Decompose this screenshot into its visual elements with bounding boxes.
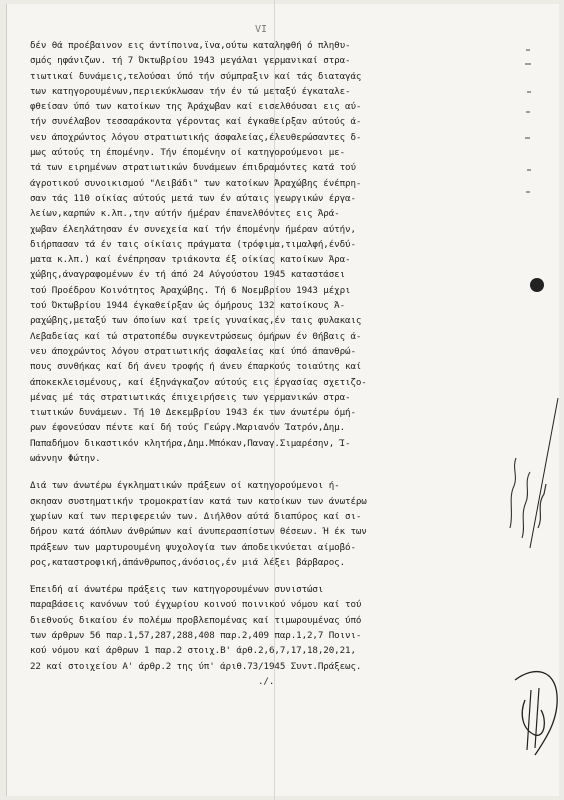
text-line: χώβης,άναγραφομένων έν τή άπό 24 Αύγούστου 1945 καταστάσει [30,269,346,281]
text-line: τήν συνέλαβον τεσσαράκοντα γέροντας καί έγκαθείρξαν αύτούς ά- [30,116,362,128]
text-line: σαν τάς 110 οίκίας αύτούς μετά των έν αύταις γεωργικών έργα- [30,192,356,204]
continuation-mark: ./. [258,675,275,687]
text-line: τού Προέδρου Κοινότητος Άραχώβης. Τή 6 Νοεμβρίου 1943 μέχρι [30,284,351,296]
text-line: παραβάσεις κανόνων τού έγχωρίου κοινού ποινικού νόμου καί τού [30,599,362,611]
text-line: φθείσαν ύπό των κατοίκων της Άράχωβαν καί εισελθόυσαι εις αύ- [30,101,362,113]
text-line: σκησαν συστηματικήν τρομοκρατίαν κατά των κατοίκων των άνωτέρω [30,495,367,507]
text-line: ματα κ.λπ.) καί ένέπρησαν τριάκοντα έξ οίκίας κατοίκων Άρα- [30,254,351,266]
text-line: τιωτικαί δυνάμεις,τελούσαι ύπό τήν σύμπραξιν καί τάς διαταγάς [30,70,362,82]
text-line: ρος,καταστροφική,άπάνθρωπος,άνόσιος,έν μιά λέξει βάρβαρος. [30,556,346,568]
handwritten-signature [505,660,560,770]
text-line: τού Όκτωβρίου 1944 έγκαθείρξαν ώς όμήρους 132 κατοίκους Ά- [30,300,346,312]
page-folio: VI [255,24,268,35]
text-line: διήρπασαν τά έν ταις οίκίαις πράγματα (τρόφιμα,τιμαλφή,ένδύ- [30,238,356,250]
text-line: Έπειδή αί άνωτέρω πράξεις των κατηγορουμένων συνιστώσι [30,584,324,596]
punch-hole [530,278,544,292]
text-line: λείων,καρπών κ.λπ.,την αύτήν ήμέραν έπανελθόντες εις Άρά- [30,208,340,220]
text-line: άποκεκλεισμένους, καί έξηνάγκαζον αύτούς εις έργασίας σχετιζο- [30,376,367,388]
document-body [30,38,500,689]
text-line: πράξεων των μαρτυρουμένη ψυχολογία των άποδεικνύεται αίμοβό- [30,541,356,553]
text-line: νευ άποχρώντος λόγου στρατιωτικής άσφαλείας καί ύπό άπανθρώ- [30,345,356,357]
text-line: μένας μέ τάς στρατιωτικάς έπιχειρήσεις των γερμανικών στρα- [30,391,351,403]
text-line: νευ άποχρώντος λόγου στρατιωτικής άσφαλείας,έλευθερώσαντες δ- [30,131,362,143]
text-line: ραχώβης,μεταξύ των όποίων καί τρείς γυναίκας,έν ταις φυλακαις [30,315,362,327]
text-line: 22 καί στοιχείου Α' άρθρ.2 της ύπ' άριθ.73/1945 Συντ.Πράξεως. [30,660,362,672]
text-line: Διά των άνωτέρω έγκληματικών πράξεων οί κατηγορούμενοι ή- [30,480,340,492]
paragraph-2 [30,478,500,570]
paragraph-3 [30,582,500,674]
text-line: των κατηγορουμένων,περιεκύκλωσαν τήν έν τώ μεταξύ έγκαταλε- [30,85,351,97]
text-line: τιωτικών δυνάμεων. Τή 10 Δεκεμβρίου 1943 έκ των άνωτέρω όμή- [30,407,356,419]
text-line: ωάννην Φώτην. [30,453,101,465]
text-line: χωρίων καί των περιφερειών των. Διήλθον αύτά διαπύρος καί σι- [30,510,362,522]
text-line: δήρου κατά άόπλων άνθρώπων καί άνυπερασπίστων θέσεων. Ή έκ των [30,526,367,538]
handwritten-marginal-note [500,398,560,558]
text-line: των άρθρων 56 παρ.1,57,287,288,408 παρ.2,409 παρ.1,2,7 Ποινι- [30,629,362,641]
paragraph-1 [30,38,500,466]
text-line: Παπαδήμον δικαστικόν κλητήρα,Δημ.Μπόκαν,Παναγ.Σιμαρέσην, Ί- [30,437,351,449]
text-line: μως αύτούς τη έπομένην. Τήν έπομένην οί κατηγορούμενοι με- [30,147,346,159]
text-line: Λεβαδείας καί τώ στρατοπέδω συγκεντρώσεως όμήρων έν Θήβαις ά- [30,330,362,342]
text-line: ρων έφονεύσαν πέντε καί δή τούς Γεώργ.Μαριανόν Ίατρόν,Δημ. [30,422,346,434]
edge-ticks [524,40,532,240]
text-line: άγροτικού συνοικισμού "Λειβάδι" των κατοίκων Άραχώβης ένέπρη- [30,177,362,189]
text-line: χωβαν έλεηλάτησαν έν συνεχεία καί τήν έπομένην ήμέραν αύτήν, [30,223,356,235]
text-line: σμός ηφάνιζων. τή 7 Όκτωβρίου 1943 μεγάλαι γερμανικαί στρα- [30,55,351,67]
text-line: δέν θά προέβαινον εις άντίποινα,ϊνα,ούτω καταληφθή ό πληθυ- [30,40,351,51]
text-line: διεθνούς δικαίου έν πολέμω προβλεπομένας καί τιμωρουμένας ύπό [30,614,362,626]
text-line: τά των ειρημένων στρατιωτικών δυνάμεων έπιδραμόντες κατά τού [30,162,356,174]
text-line: πους συνθήκας καί δή άνευ τροφής ή άνευ έπαρκούς τοιαύτης καί [30,361,362,373]
text-line: κού νόμου καί άρθρων 1 παρ.2 στοιχ.Β' άρθ.2,6,7,17,18,20,21, [30,645,356,657]
